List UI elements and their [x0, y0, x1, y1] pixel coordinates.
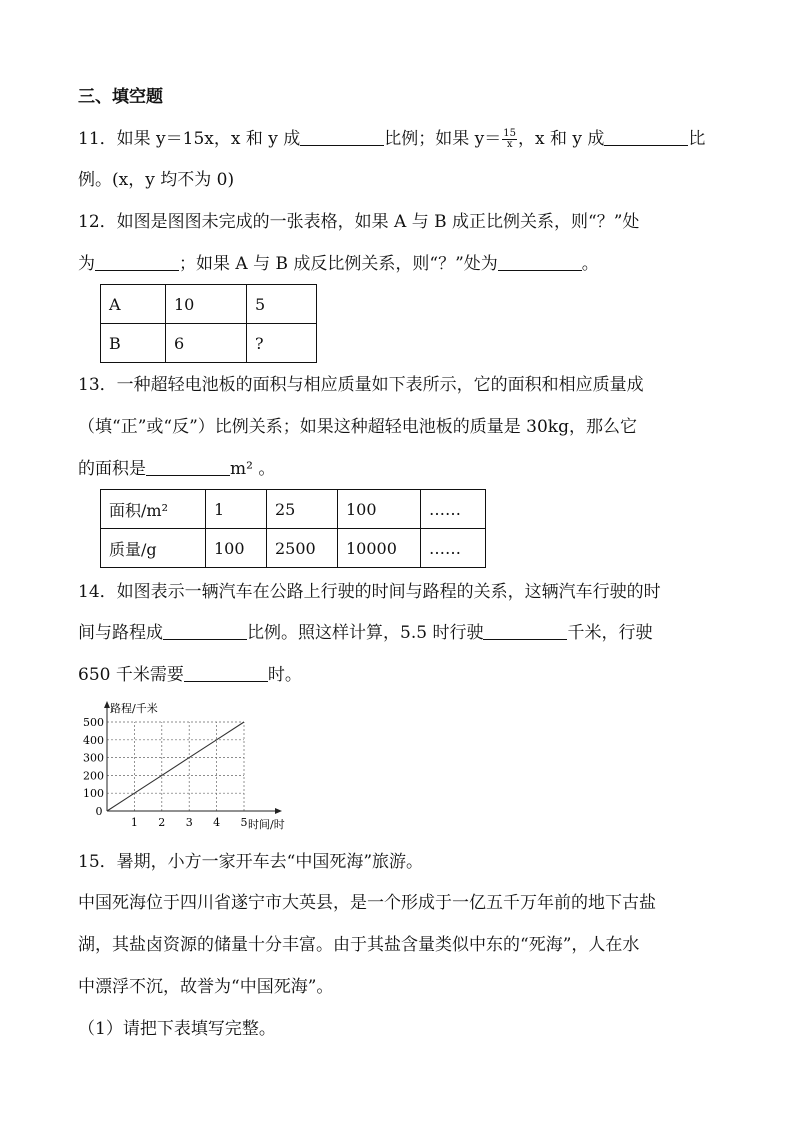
fraction-denominator: x [506, 139, 513, 150]
table-cell: 100 [206, 529, 267, 568]
section-title: 三、填空题 [78, 87, 163, 107]
table-cell: A [101, 285, 166, 324]
table-cell: 10000 [338, 529, 421, 568]
q14-text-1: 间与路程成 [78, 623, 163, 643]
fraction-numerator: 15 [503, 128, 517, 139]
question-12-line-1: 12．如图是图图未完成的一张表格，如果 A 与 B 成正比例关系，则“？”处 [78, 212, 640, 232]
question-14-line-1: 14．如图表示一辆汽车在公路上行驶的时间与路程的关系，这辆汽车行驶的时 [78, 582, 661, 602]
y-tick-label: 500 [83, 716, 104, 729]
fraction-15-over-x [502, 129, 517, 150]
table-cell: 25 [267, 490, 338, 529]
table-cell: 2500 [267, 529, 338, 568]
question-15-line-4: 中漂浮不沉，故誉为“中国死海”。 [78, 977, 334, 997]
table-cell: …… [421, 490, 486, 529]
q14-text-5: 时。 [267, 665, 302, 685]
q11-text-1: 11．如果 y＝15x，x 和 y 成 [78, 129, 301, 149]
table-row [101, 285, 317, 324]
question-13-line-2: （填“正”或“反”）比例关系；如果这种超轻电池板的质量是 30kg，那么它 [78, 417, 637, 437]
question-14-line-2 [78, 623, 718, 643]
x-tick-label: 2 [158, 816, 166, 829]
chart-ticks [83, 716, 248, 829]
table-area-mass [100, 489, 486, 568]
table-cell: ? [247, 324, 317, 363]
y-tick-label: 300 [83, 751, 104, 765]
y-tick-label: 400 [83, 733, 104, 747]
q14-text-3: 千米，行驶 [567, 623, 653, 643]
q14-blank-3[interactable] [184, 665, 268, 682]
q11-blank-1[interactable] [300, 129, 384, 146]
q13-blank-1[interactable] [146, 459, 230, 476]
table-cell: 6 [166, 324, 247, 363]
table-cell: 1 [206, 490, 267, 529]
question-13-line-1: 13．一种超轻电池板的面积与相应质量如下表所示，它的面积和相应质量成 [78, 375, 644, 395]
x-tick-label: 5 [240, 816, 248, 829]
question-14-line-3 [78, 665, 718, 685]
y-tick-label: 200 [83, 769, 104, 783]
question-15-line-1: 15．暑期，小方一家开车去“中国死海”旅游。 [78, 852, 424, 872]
x-tick-label: 4 [213, 816, 221, 829]
q11-text-3: ，x 和 y 成 [518, 129, 605, 149]
x-tick-label: 0 [95, 805, 103, 818]
q14-blank-2[interactable] [483, 623, 567, 640]
q12-blank-1[interactable] [95, 254, 179, 271]
q14-text-4: 650 千米需要 [78, 665, 184, 685]
x-tick-label: 1 [130, 816, 138, 829]
series-line [107, 722, 244, 811]
table-cell: 100 [338, 490, 421, 529]
question-13-line-3 [78, 459, 718, 479]
table-cell: 5 [247, 285, 317, 324]
table-cell: 质量/g [101, 529, 206, 568]
chart-series [107, 722, 244, 811]
table-cell: …… [421, 529, 486, 568]
q12-text-1: 为 [78, 254, 95, 274]
question-11-line-2: 例。(x，y 均不为 0) [78, 170, 235, 190]
distance-time-chart [70, 698, 310, 838]
table-row [101, 490, 486, 529]
q11-text-4: 比 [688, 129, 706, 149]
table-row [101, 324, 317, 363]
y-tick-label: 100 [83, 787, 104, 801]
question-15-line-5: （1）请把下表填写完整。 [78, 1019, 276, 1039]
q11-blank-2[interactable] [604, 129, 688, 146]
table-cell: 10 [166, 285, 247, 324]
table-cell: B [101, 324, 166, 363]
x-axis-arrow [275, 808, 282, 814]
q13-text-2: m² 。 [230, 459, 276, 479]
q13-text-1: 的面积是 [78, 459, 146, 479]
q14-blank-1[interactable] [163, 623, 247, 640]
q12-blank-2[interactable] [498, 254, 582, 271]
q14-text-2: 比例。照这样计算，5.5 时行驶 [247, 623, 484, 643]
q12-text-3: 。 [581, 254, 599, 274]
q11-text-2: 比例；如果 y＝ [384, 129, 502, 149]
question-11-line-1 [78, 129, 718, 150]
x-axis-label: 时间/时 [248, 818, 285, 831]
q12-text-2: ；如果 A 与 B 成反比例关系，则“？”处为 [179, 254, 498, 274]
table-cell: 面积/m² [101, 490, 206, 529]
question-15-line-3: 湖，其盐卤资源的储量十分丰富。由于其盐含量类似中东的“死海”，人在水 [78, 935, 640, 955]
table-row [101, 529, 486, 568]
x-tick-label: 3 [185, 816, 193, 829]
table-a-b [100, 284, 317, 363]
y-axis-label: 路程/千米 [110, 702, 158, 715]
question-12-line-2 [78, 254, 718, 274]
question-15-line-2: 中国死海位于四川省遂宁市大英县，是一个形成于一亿五千万年前的地下古盐 [78, 893, 656, 913]
